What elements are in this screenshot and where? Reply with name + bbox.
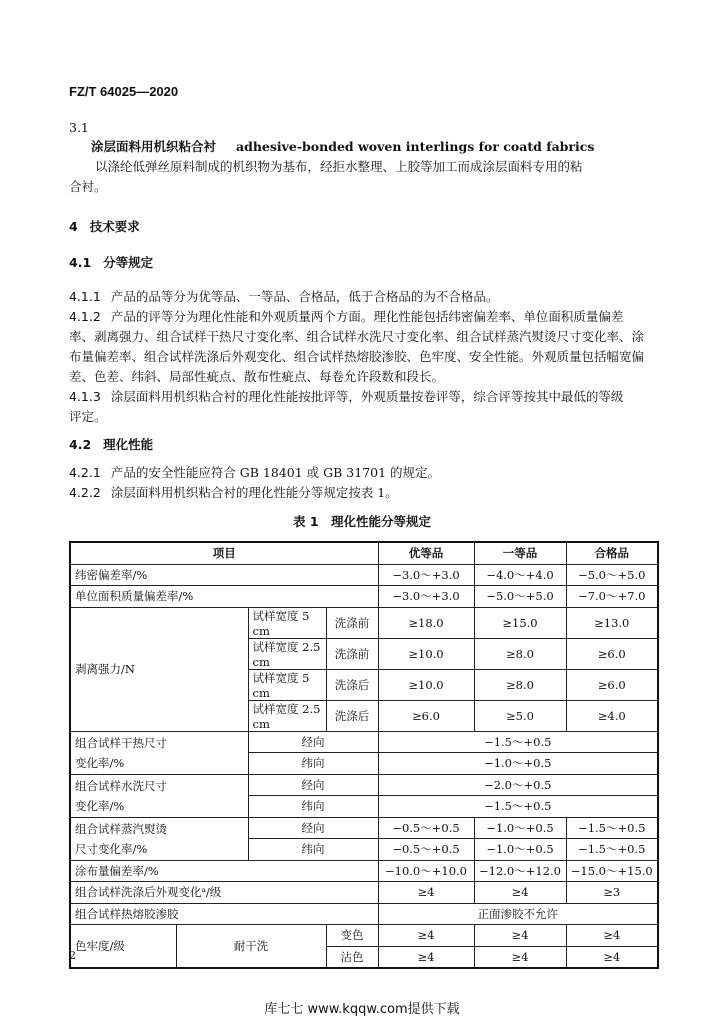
- cell-state: 洗涤前: [326, 607, 378, 638]
- row-label-line-2: 变化率/%: [75, 755, 125, 770]
- table-row: [70, 607, 658, 638]
- cell-value: ≥4: [378, 946, 474, 968]
- table-row: [70, 903, 658, 925]
- section-4-heading: [69, 217, 140, 237]
- clause-4-1-2-line-1: [69, 307, 623, 327]
- clause-4-1-3-text-1: 涂层面料用机织粘合衬的理化性能按批评等，外观质量按卷评等，综合评等按其中最低的等级: [110, 389, 624, 404]
- cell-value: −4.0～+4.0: [474, 564, 566, 586]
- cell-value: ≥4: [474, 946, 566, 968]
- row-label: 组合试样热熔胶渗胶: [70, 903, 378, 925]
- cell-type: 沾色: [326, 946, 378, 968]
- clause-4-1-3-number: 4.1.3: [69, 389, 101, 404]
- clause-4-1-2-text-1: 产品的评等分为理化性能和外观质量两个方面。理化性能包括纬密偏差率、单位面积质量偏差: [110, 309, 624, 324]
- cell-value: ≥5.0: [474, 700, 566, 731]
- clause-4-2-2-number: 4.2.2: [69, 485, 101, 500]
- header-grade-qualified: 合格品: [566, 542, 658, 564]
- table-row: [70, 731, 658, 753]
- section-4-2-heading: [69, 435, 153, 455]
- row-label-line-1: 组合试样水洗尺寸: [75, 778, 167, 793]
- cell-value: ≥6.0: [566, 638, 658, 669]
- table-row: [70, 817, 658, 839]
- cell-width: 试样宽度 2.5 cm: [248, 700, 326, 731]
- cell-value: 正面渗胶不允许: [378, 903, 658, 925]
- definition-line-2: 合衬。: [69, 179, 107, 194]
- cell-direction: 经向: [248, 774, 378, 796]
- row-label: [70, 774, 248, 817]
- cell-value: ≥4: [378, 882, 474, 904]
- cell-method: 耐干洗: [176, 925, 326, 969]
- table-row: [70, 925, 658, 947]
- cell-direction: 纬向: [248, 796, 378, 818]
- table-row: [70, 564, 658, 586]
- cell-value: −1.5～+0.5: [566, 839, 658, 861]
- row-label: 剥离强力/N: [70, 607, 248, 731]
- cell-value: ≥3: [566, 882, 658, 904]
- cell-value: −5.0～+5.0: [566, 564, 658, 586]
- cell-value: ≥18.0: [378, 607, 474, 638]
- header-item: 项目: [70, 542, 378, 564]
- cell-width: 试样宽度 2.5 cm: [248, 638, 326, 669]
- cell-width: 试样宽度 5 cm: [248, 607, 326, 638]
- cell-value: −1.5～+0.5: [566, 817, 658, 839]
- clause-4-1-2-line-4: 差、色差、纬斜、局部性疵点、散布性疵点、每卷允许段数和段长。: [69, 369, 445, 384]
- table-row: [70, 774, 658, 796]
- cell-value: −0.5～+0.5: [378, 839, 474, 861]
- cell-state: 洗涤后: [326, 669, 378, 700]
- clause-4-1-1-number: 4.1.1: [69, 289, 101, 304]
- clause-4-1-2-number: 4.1.2: [69, 309, 101, 324]
- section-4-title: 技术要求: [89, 219, 140, 234]
- clause-4-2-1: [69, 463, 440, 483]
- clause-4-1-2-line-3: 布量偏差率、组合试样洗涤后外观变化、组合试样热熔胶渗胶、色牢度、安全性能。外观质量包括幅宽偏: [69, 349, 645, 364]
- clause-4-2-2: [69, 483, 398, 503]
- header-grade-premium: 优等品: [378, 542, 474, 564]
- table-header-row: [70, 542, 658, 564]
- table-caption: 表 1 理化性能分等规定: [292, 514, 432, 529]
- section-4-2-number: 4.2: [69, 437, 92, 452]
- section-4-1-title: 分等规定: [103, 255, 154, 270]
- section-3-1-number: 3.1: [69, 120, 89, 135]
- table-row: [70, 586, 658, 608]
- clause-4-1-1-text: 产品的品等分为优等品、一等品、合格品，低于合格品的为不合格品。: [110, 289, 499, 304]
- cell-value: −3.0～+3.0: [378, 564, 474, 586]
- cell-direction: 经向: [248, 731, 378, 753]
- page-number: 2: [69, 949, 76, 962]
- cell-value: −7.0～+7.0: [566, 586, 658, 608]
- cell-state: 洗涤后: [326, 700, 378, 731]
- cell-value: ≥8.0: [474, 669, 566, 700]
- cell-value: −10.0～+10.0: [378, 860, 474, 882]
- cell-value: ≥4: [566, 946, 658, 968]
- cell-value: −1.5～+0.5: [378, 796, 658, 818]
- row-label: [70, 817, 248, 860]
- cell-width: 试样宽度 5 cm: [248, 669, 326, 700]
- term-en: adhesive-bonded woven interlings for coatd fabrics: [235, 139, 595, 154]
- section-4-1-number: 4.1: [69, 255, 92, 270]
- clause-4-1-1: [69, 287, 498, 307]
- property-grading-table: [69, 541, 659, 969]
- cell-value: −1.0～+0.5: [378, 753, 658, 775]
- cell-value: −1.5～+0.5: [378, 731, 658, 753]
- clause-4-2-1-text: 产品的安全性能应符合 GB 18401 或 GB 31701 的规定。: [110, 465, 441, 480]
- cell-direction: 纬向: [248, 753, 378, 775]
- cell-value: ≥4: [474, 882, 566, 904]
- cell-state: 洗涤前: [326, 638, 378, 669]
- cell-value: ≥13.0: [566, 607, 658, 638]
- section-4-1-heading: [69, 253, 153, 273]
- row-label: 组合试样洗涤后外观变化ᵃ/级: [70, 882, 378, 904]
- cell-value: ≥4: [378, 925, 474, 947]
- row-label: 单位面积质量偏差率/%: [70, 586, 378, 608]
- clause-4-2-2-text: 涂层面料用机织粘合衬的理化性能分等规定按表 1。: [110, 485, 398, 500]
- row-label-line-1: 组合试样蒸汽熨烫: [75, 821, 167, 836]
- cell-value: −5.0～+5.0: [474, 586, 566, 608]
- cell-value: ≥10.0: [378, 669, 474, 700]
- row-label: 色牢度/级: [70, 925, 176, 969]
- cell-direction: 纬向: [248, 839, 378, 861]
- row-label: 涂布量偏差率/%: [70, 860, 378, 882]
- standard-code: FZ/T 64025—2020: [69, 84, 179, 99]
- table-row: [70, 882, 658, 904]
- section-4-2-title: 理化性能: [103, 437, 154, 452]
- term-heading: [91, 137, 594, 157]
- cell-type: 变色: [326, 925, 378, 947]
- cell-value: −12.0～+12.0: [474, 860, 566, 882]
- cell-value: ≥4.0: [566, 700, 658, 731]
- cell-value: ≥8.0: [474, 638, 566, 669]
- cell-value: ≥10.0: [378, 638, 474, 669]
- cell-value: −15.0～+15.0: [566, 860, 658, 882]
- row-label: 纬密偏差率/%: [70, 564, 378, 586]
- term-zh: 涂层面料用机织粘合衬: [91, 139, 217, 154]
- cell-value: −1.0～+0.5: [474, 817, 566, 839]
- row-label-line-2: 尺寸变化率/%: [75, 841, 148, 856]
- clause-4-2-1-number: 4.2.1: [69, 465, 101, 480]
- row-label-line-2: 变化率/%: [75, 798, 125, 813]
- cell-value: ≥4: [566, 925, 658, 947]
- cell-value: ≥6.0: [378, 700, 474, 731]
- row-label-line-1: 组合试样干热尺寸: [75, 735, 167, 750]
- section-4-number: 4: [69, 219, 78, 234]
- clause-4-1-3-line-1: [69, 387, 623, 407]
- cell-value: −0.5～+0.5: [378, 817, 474, 839]
- definition-line-1: 以涤纶低弹丝原料制成的机织物为基布，经拒水整理、上胶等加工而成涂层面料专用的粘: [95, 159, 583, 174]
- cell-value: −2.0～+0.5: [378, 774, 658, 796]
- cell-direction: 经向: [248, 817, 378, 839]
- download-watermark: 库七七 www.kqqw.com提供下载: [264, 1002, 460, 1017]
- clause-4-1-3-line-2: 评定。: [69, 409, 107, 424]
- header-grade-first: 一等品: [474, 542, 566, 564]
- cell-value: ≥15.0: [474, 607, 566, 638]
- cell-value: ≥4: [474, 925, 566, 947]
- table-row: [70, 860, 658, 882]
- clause-4-1-2-line-2: 率、剥离强力、组合试样干热尺寸变化率、组合试样水洗尺寸变化率、组合试样蒸汽熨烫尺寸变化率、涂: [69, 329, 645, 344]
- row-label: [70, 731, 248, 774]
- cell-value: −1.0～+0.5: [474, 839, 566, 861]
- cell-value: −3.0～+3.0: [378, 586, 474, 608]
- cell-value: ≥6.0: [566, 669, 658, 700]
